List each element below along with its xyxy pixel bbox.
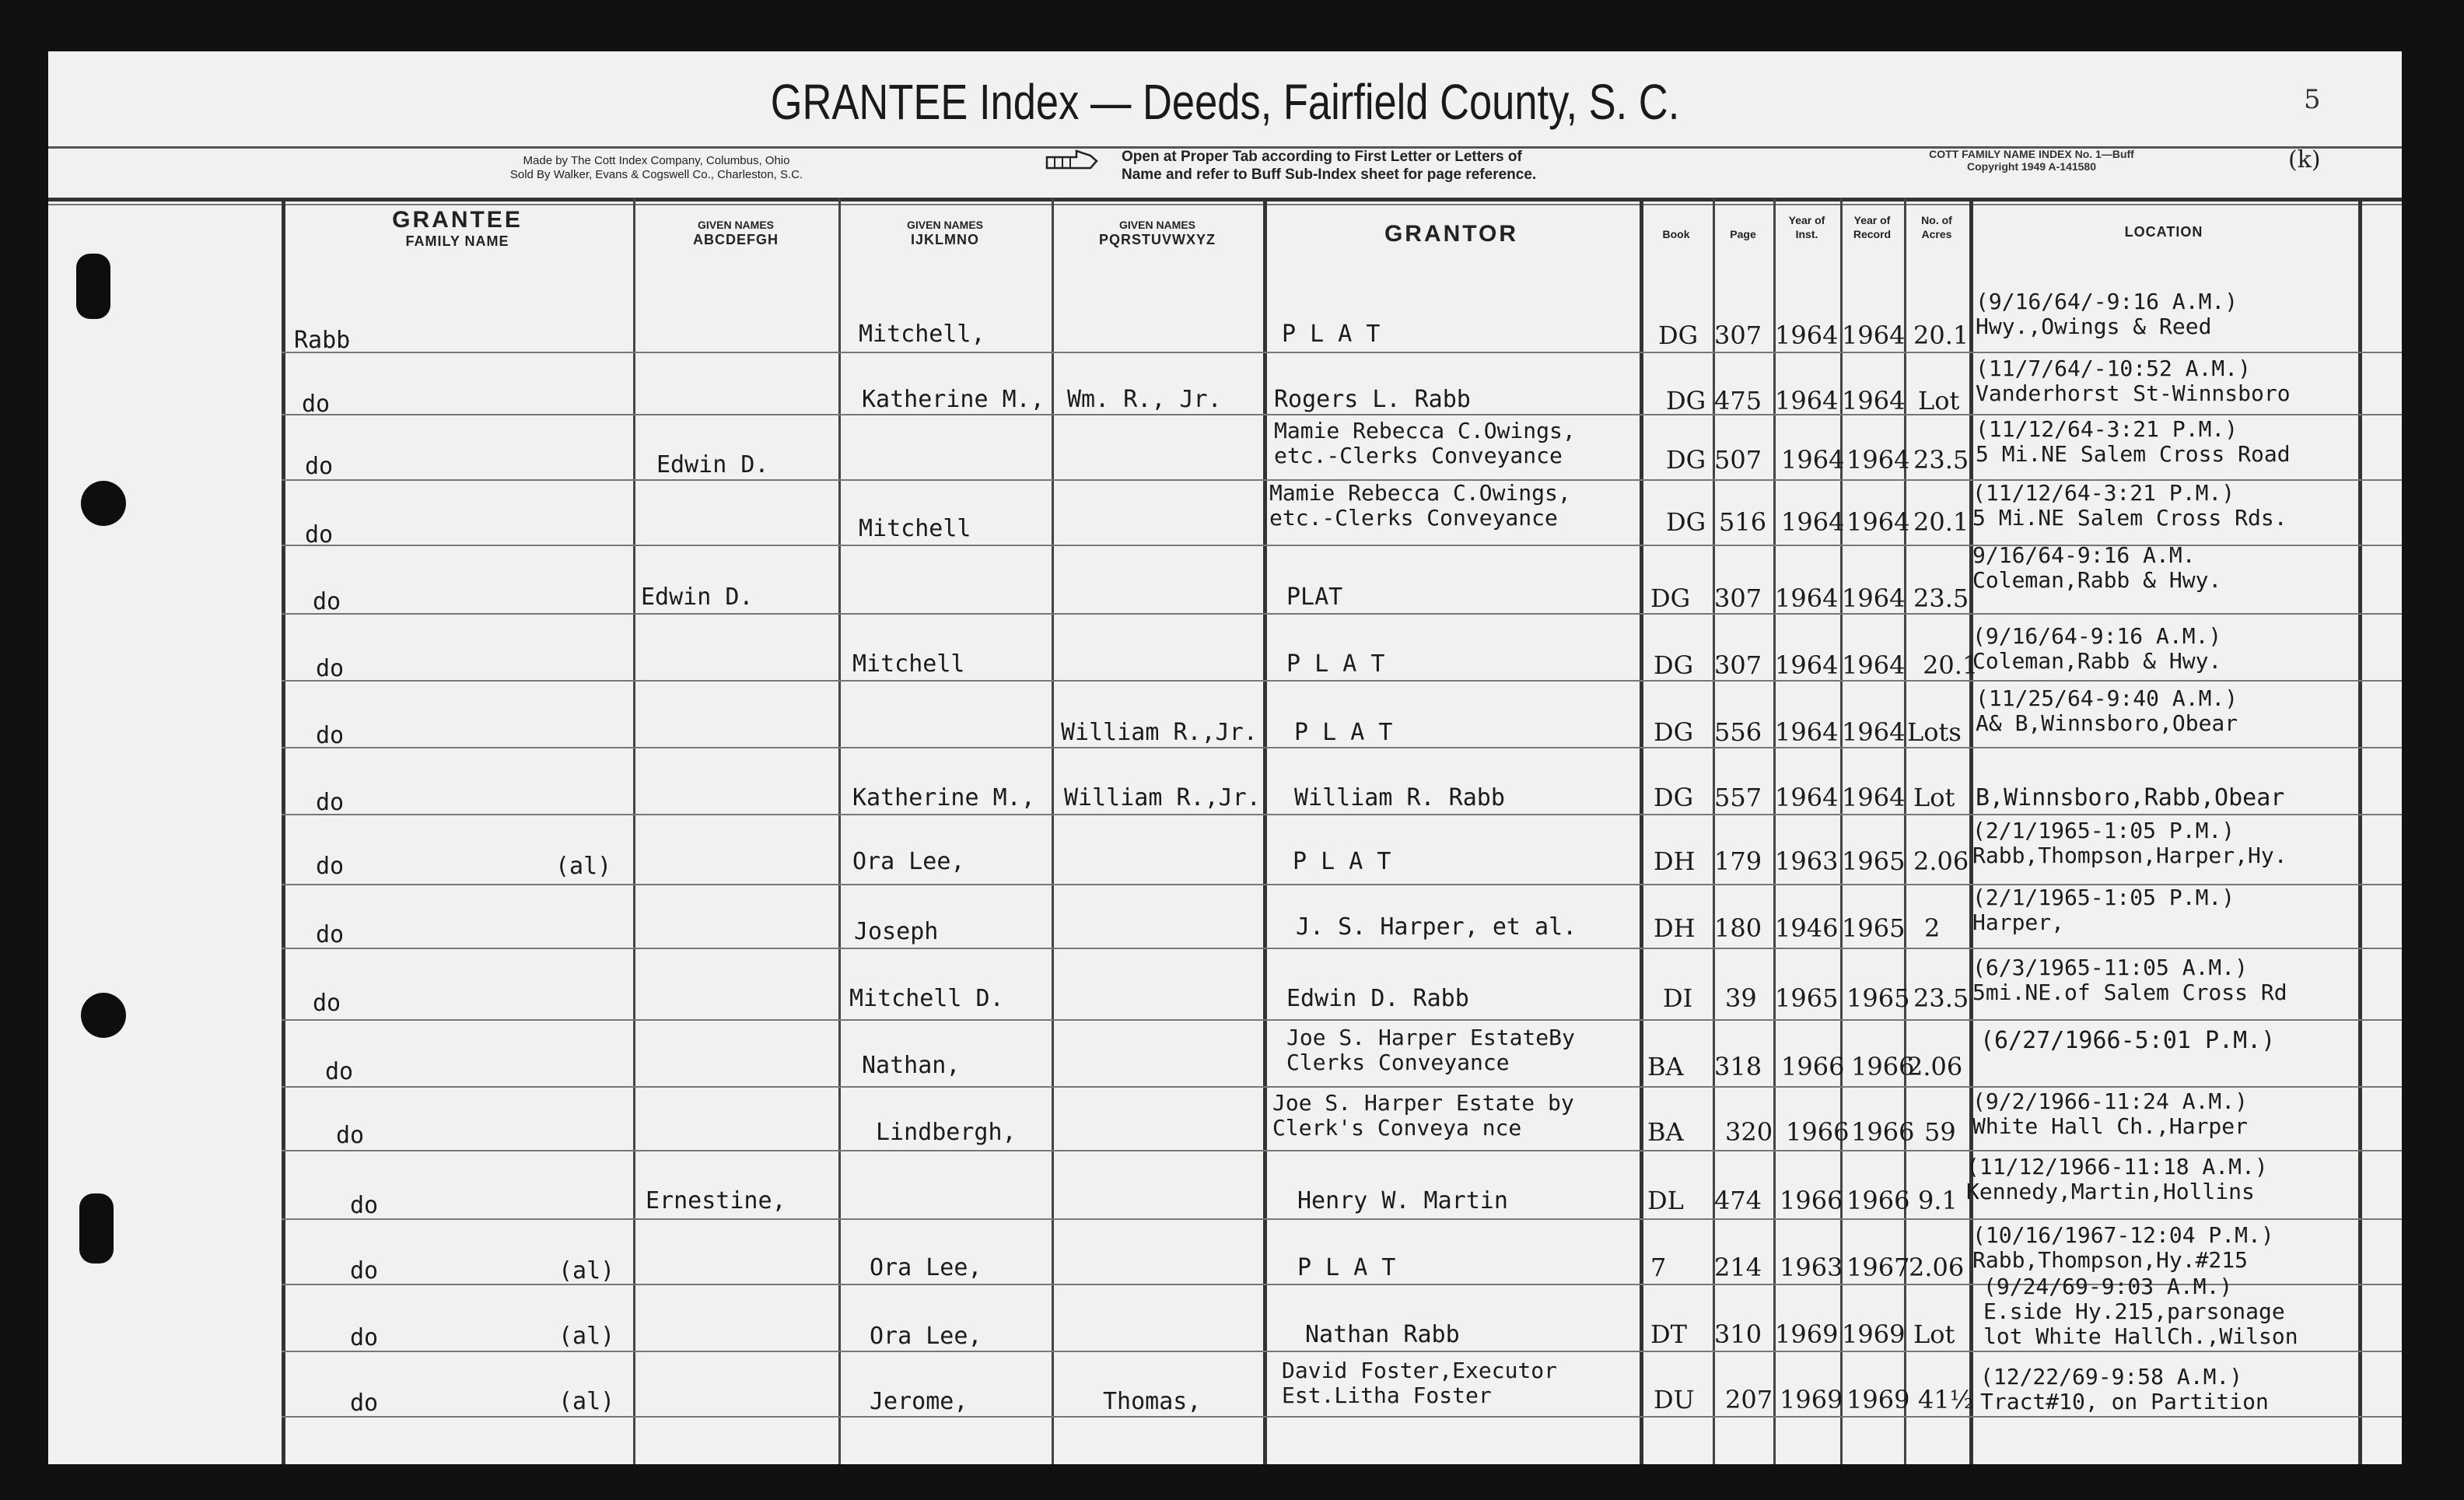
row-divider: [282, 1150, 2402, 1151]
book: DG: [1658, 321, 1699, 350]
year-record: 1964: [1842, 386, 1906, 415]
book: 7: [1650, 1253, 1667, 1282]
page: 516: [1719, 507, 1767, 537]
book: DG: [1666, 386, 1706, 415]
year-record: 1969: [1842, 1320, 1906, 1349]
divider: [48, 146, 2402, 149]
acres: 59: [1924, 1117, 1956, 1147]
given-i-o: Ora Lee,: [870, 1323, 982, 1350]
tab-letter: (k): [2288, 146, 2321, 173]
year-inst: 1966: [1786, 1117, 1850, 1147]
family-name: do: [316, 853, 345, 880]
header-year-inst: Year of Inst.: [1788, 214, 1825, 240]
row-divider: [282, 680, 2402, 682]
binder-clip: [76, 254, 110, 319]
open-instructions: Open at Proper Tab according to First Letter or Letters of Name and refer to Buff Sub-Index sheet for page reference.: [1122, 149, 1537, 183]
page: 307: [1714, 584, 1762, 613]
book: DG: [1666, 445, 1706, 475]
given-i-o: Mitchell,: [859, 321, 985, 348]
binder-hole: [81, 993, 126, 1038]
book: DG: [1666, 507, 1706, 537]
divider: [48, 204, 2402, 205]
grantor: P L A T: [1293, 848, 1391, 875]
grantor: David Foster,Executor Est.Litha Foster: [1282, 1358, 1558, 1408]
location: (9/2/1966-11:24 A.M.) White Hall Ch.,Harper: [1972, 1088, 2249, 1139]
row-divider: [282, 1019, 2402, 1021]
acres: 2.06: [1909, 1253, 1965, 1282]
column-divider: [1640, 198, 1643, 1464]
given-i-o: Ora Lee,: [852, 848, 965, 875]
location: B,Winnsboro,Rabb,Obear: [1976, 784, 2285, 811]
given-a-h: Edwin D.: [656, 451, 769, 478]
year-record: 1965: [1842, 913, 1906, 943]
book: BA: [1647, 1117, 1684, 1147]
book: DG: [1654, 650, 1694, 680]
row-divider: [282, 814, 2402, 815]
year-inst: 1964: [1775, 717, 1839, 747]
acres: 41½: [1918, 1385, 1974, 1414]
year-inst: 1965: [1775, 983, 1839, 1013]
header-location: LOCATION: [2124, 224, 2203, 240]
given-i-o: Joseph: [854, 918, 939, 945]
given-i-o: Mitchell: [859, 515, 971, 542]
header-given-a-h: GIVEN NAMES ABCDEFGH: [693, 219, 779, 247]
header-given-p-z: GIVEN NAMES PQRSTUVWXYZ: [1098, 219, 1216, 247]
grantor: PLAT: [1286, 584, 1343, 611]
column-divider: [2358, 198, 2362, 1464]
book: DH: [1654, 846, 1696, 876]
page: 179: [1714, 846, 1762, 876]
year-inst: 1969: [1780, 1385, 1843, 1414]
given-i-o: Mitchell D.: [849, 985, 1004, 1012]
book: DI: [1663, 983, 1693, 1013]
page: 307: [1714, 650, 1762, 680]
acres: Lot: [1913, 1320, 1955, 1349]
year-inst: 1964: [1781, 507, 1845, 537]
location: 9/16/64-9:16 A.M. Coleman,Rabb & Hwy.: [1972, 542, 2222, 593]
header-page: Page: [1730, 228, 1756, 240]
acres: Lot: [1918, 386, 1960, 415]
year-record: 1964: [1842, 783, 1906, 812]
header-grantee: GRANTEE FAMILY NAME: [392, 207, 523, 249]
acres: 2.06: [1907, 1052, 1963, 1081]
grantor: Joe S. Harper Estate by Clerk's Conveya nce: [1272, 1090, 1574, 1141]
row-divider: [282, 948, 2402, 949]
year-record: 1966: [1851, 1052, 1915, 1081]
book: DT: [1650, 1320, 1687, 1349]
given-a-h: Ernestine,: [646, 1187, 786, 1214]
book: DG: [1654, 717, 1694, 747]
family-name: do: [302, 391, 331, 418]
row-divider: [282, 1416, 2402, 1418]
year-inst: 1969: [1775, 1320, 1839, 1349]
location: (6/27/1966-5:01 P.M.): [1980, 1027, 2276, 1054]
row-divider: [282, 1086, 2402, 1088]
grantor: William R. Rabb: [1294, 784, 1505, 811]
acres: Lots: [1907, 717, 1962, 747]
page: 556: [1714, 717, 1762, 747]
family-name: do: [313, 588, 341, 615]
year-inst: 1963: [1780, 1253, 1843, 1282]
book: DG: [1650, 584, 1691, 613]
acres: 23.5: [1913, 445, 1969, 475]
year-inst: 1964: [1775, 386, 1839, 415]
year-inst: 1964: [1775, 584, 1839, 613]
year-inst: 1964: [1775, 783, 1839, 812]
family-name: do: [325, 1058, 354, 1085]
pointing-hand-icon: [1045, 148, 1100, 174]
family-name: Rabb: [294, 327, 351, 354]
family-name: do: [316, 655, 345, 682]
index-card: [48, 51, 2402, 1464]
acres: Lot: [1913, 783, 1955, 812]
book: DL: [1647, 1186, 1684, 1215]
year-record: 1964: [1842, 650, 1906, 680]
family-name: do: [316, 789, 345, 816]
acres: 20.1: [1923, 650, 1979, 680]
column-divider: [1263, 198, 1267, 1464]
page: 39: [1725, 983, 1757, 1013]
grantor: P L A T: [1286, 650, 1385, 678]
maker-credit: Made by The Cott Index Company, Columbus, Ohio Sold By Walker, Evans & Cogswell Co., Charleston, S.C.: [509, 154, 803, 181]
grantor: Joe S. Harper EstateBy Clerks Conveyance: [1286, 1025, 1575, 1075]
grantor: Edwin D. Rabb: [1286, 985, 1469, 1012]
page: 180: [1714, 913, 1762, 943]
location: (10/16/1967-12:04 P.M.) Rabb,Thompson,Hy.#215: [1972, 1222, 2274, 1273]
grantor: P L A T: [1294, 719, 1393, 746]
grantor: Mamie Rebecca C.Owings, etc.-Clerks Conveyance: [1269, 480, 1571, 531]
al-marker: (al): [555, 853, 612, 880]
location: (2/1/1965-1:05 P.M.) Harper,: [1972, 885, 2235, 935]
location: (2/1/1965-1:05 P.M.) Rabb,Thompson,Harper,Hy.: [1972, 818, 2287, 868]
year-record: 1964: [1842, 717, 1906, 747]
family-name: do: [350, 1257, 379, 1284]
page: 474: [1714, 1186, 1762, 1215]
row-divider: [282, 352, 2402, 353]
family-name: do: [305, 453, 334, 480]
year-record: 1966: [1846, 1186, 1910, 1215]
divider: [48, 198, 2402, 202]
given-i-o: Lindbergh,: [876, 1119, 1017, 1146]
year-inst: 1963: [1775, 846, 1839, 876]
row-divider: [282, 414, 2402, 415]
al-marker: (al): [558, 1257, 615, 1284]
given-p-z: William R.,Jr.: [1061, 719, 1258, 746]
grantor: P L A T: [1282, 321, 1381, 348]
year-record: 1964: [1842, 584, 1906, 613]
row-divider: [282, 1218, 2402, 1220]
header-grantor: GRANTOR: [1384, 221, 1519, 247]
page-number: 5: [2304, 84, 2321, 115]
location: (9/16/64-9:16 A.M.) Coleman,Rabb & Hwy.: [1972, 623, 2222, 674]
given-i-o: Nathan,: [862, 1052, 961, 1079]
year-record: 1964: [1846, 507, 1910, 537]
binder-clip: [79, 1193, 114, 1263]
book: DU: [1654, 1385, 1695, 1414]
year-record: 1964: [1846, 445, 1910, 475]
cott-index-notice: COTT FAMILY NAME INDEX No. 1—Buff Copyright 1949 A-141580: [1929, 148, 2134, 173]
al-marker: (al): [558, 1323, 615, 1350]
header-book: Book: [1662, 228, 1690, 240]
year-record: 1965: [1846, 983, 1910, 1013]
grantor: Mamie Rebecca C.Owings, etc.-Clerks Conveyance: [1274, 418, 1576, 468]
acres: 2.06: [1913, 846, 1969, 876]
grantor: Nathan Rabb: [1305, 1321, 1460, 1348]
year-inst: 1966: [1781, 1052, 1845, 1081]
column-divider: [633, 198, 635, 1464]
book: DG: [1654, 783, 1694, 812]
row-divider: [282, 613, 2402, 615]
acres: 23.5: [1913, 983, 1969, 1013]
location: (9/24/69-9:03 A.M.) E.side Hy.215,parsonage lot White HallCh.,Wilson: [1983, 1274, 2298, 1349]
page: 310: [1714, 1320, 1762, 1349]
year-inst: 1964: [1775, 321, 1839, 350]
given-p-z: Wm. R., Jr.: [1067, 386, 1222, 413]
row-divider: [282, 747, 2402, 748]
location: (11/7/64/-10:52 A.M.) Vanderhorst St-Winnsboro: [1976, 356, 2291, 406]
acres: 20.1: [1913, 507, 1969, 537]
row-divider: [282, 1351, 2402, 1352]
header-given-i-o: GIVEN NAMES IJKLMNO: [906, 219, 983, 247]
location: (11/12/1966-11:18 A.M.) Kennedy,Martin,Hollins: [1966, 1154, 2268, 1204]
year-record: 1965: [1842, 846, 1906, 876]
family-name: do: [313, 990, 341, 1017]
year-record: 1967: [1846, 1253, 1910, 1282]
family-name: do: [350, 1390, 379, 1417]
book: DH: [1654, 913, 1696, 943]
family-name: do: [305, 521, 334, 548]
location: (12/22/69-9:58 A.M.) Tract#10, on Partition: [1980, 1364, 2269, 1414]
year-record: 1969: [1846, 1385, 1910, 1414]
al-marker: (al): [558, 1388, 615, 1415]
page: 207: [1725, 1385, 1773, 1414]
binder-hole: [81, 481, 126, 526]
column-divider: [1052, 198, 1054, 1464]
year-record: 1966: [1851, 1117, 1915, 1147]
location: (9/16/64/-9:16 A.M.) Hwy.,Owings & Reed: [1976, 289, 2238, 339]
year-record: 1964: [1842, 321, 1906, 350]
location: (11/12/64-3:21 P.M.) 5 Mi.NE Salem Cross Road: [1976, 416, 2291, 467]
page: 307: [1714, 321, 1762, 350]
year-inst: 1964: [1775, 650, 1839, 680]
grantor: Rogers L. Rabb: [1274, 386, 1471, 413]
header-no-acres: No. of Acres: [1921, 214, 1952, 240]
header-year-record: Year of Record: [1853, 214, 1892, 240]
given-i-o: Jerome,: [870, 1388, 968, 1415]
year-inst: 1966: [1780, 1186, 1843, 1215]
given-i-o: Katherine M.,: [862, 386, 1045, 413]
given-a-h: Edwin D.: [641, 584, 754, 611]
acres: 23.5: [1913, 584, 1969, 613]
book: BA: [1647, 1052, 1684, 1081]
page-title: GRANTEE Index — Deeds, Fairfield County, S. C.: [770, 74, 1680, 130]
grantor: J. S. Harper, et al.: [1296, 913, 1577, 941]
column-divider: [838, 198, 841, 1464]
acres: 9.1: [1918, 1186, 1958, 1215]
page: 214: [1714, 1253, 1762, 1282]
given-p-z: William R.,Jr.: [1064, 784, 1261, 811]
given-i-o: Mitchell: [852, 650, 965, 678]
acres: 20.1: [1913, 321, 1969, 350]
given-i-o: Katherine M.,: [852, 784, 1035, 811]
page: 475: [1714, 386, 1762, 415]
year-inst: 1946: [1775, 913, 1839, 943]
acres: 2: [1924, 913, 1941, 943]
family-name: do: [316, 722, 345, 749]
grantor: P L A T: [1297, 1254, 1396, 1281]
location: (11/25/64-9:40 A.M.) A& B,Winnsboro,Obear: [1976, 685, 2238, 736]
grantor: Henry W. Martin: [1297, 1187, 1508, 1214]
year-inst: 1964: [1781, 445, 1845, 475]
page: 557: [1714, 783, 1762, 812]
given-i-o: Ora Lee,: [870, 1254, 982, 1281]
page: 318: [1714, 1052, 1762, 1081]
given-p-z: Thomas,: [1103, 1388, 1202, 1415]
family-name: do: [336, 1122, 365, 1149]
family-name: do: [350, 1192, 379, 1219]
family-name: do: [350, 1324, 379, 1351]
column-divider: [282, 198, 285, 1464]
page: 320: [1725, 1117, 1773, 1147]
page: 507: [1714, 445, 1762, 475]
location: (11/12/64-3:21 P.M.) 5 Mi.NE Salem Cross Rds.: [1972, 480, 2287, 531]
location: (6/3/1965-11:05 A.M.) 5mi.NE.of Salem Cross Rd: [1972, 955, 2287, 1005]
family-name: do: [316, 921, 345, 948]
